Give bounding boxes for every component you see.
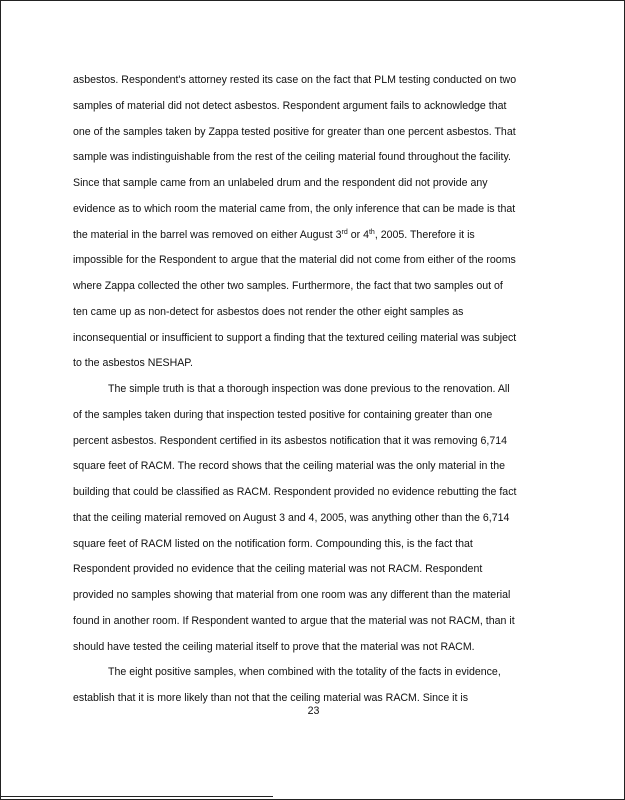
text-line: establish that it is more likely than not that the ceiling material was RACM. Since it is <box>73 692 469 704</box>
text-line: Since that sample came from an unlabeled drum and the respondent did not provide any <box>73 177 488 189</box>
ordinal-suffix: th <box>368 228 375 236</box>
text-line <box>73 223 555 249</box>
text-line: of the samples taken during that inspection tested positive for containing greater than one <box>73 408 493 421</box>
text-line: square feet of RACM listed on the notification form. Compounding this, is the fact that <box>73 537 473 550</box>
text-line: provided no samples showing that material from one room was any different than the material <box>73 589 511 601</box>
text-line: building that could be classified as RACM. Respondent provided no evidence rebutting the fact <box>73 486 517 498</box>
text-line: that the ceiling material removed on August 3 and 4, 2005, was anything other than the 6,714 <box>73 511 510 524</box>
text-line: The eight positive samples, when combined with the totality of the facts in evidence, <box>108 666 501 679</box>
text-line: percent asbestos. Respondent certified in its asbestos notification that it was removing 6,714 <box>73 434 507 447</box>
text-line: sample was indistinguishable from the rest of the ceiling material found throughout the facility. <box>73 151 511 164</box>
text-line: found in another room. If Respondent wanted to argue that the material was not RACM, than it <box>73 614 515 627</box>
text-segment: the material in the barrel was removed on either August 3 <box>73 228 342 241</box>
text-line: The simple truth is that a thorough inspection was done previous to the renovation. All <box>108 383 510 395</box>
text-segment: , 2005. Therefore it is <box>374 228 475 241</box>
text-line: ten came up as non-detect for asbestos does not render the other eight samples as <box>73 305 464 318</box>
paragraph-2 <box>73 377 555 660</box>
body-text <box>73 68 555 712</box>
text-line: to the asbestos NESHAP. <box>73 357 193 370</box>
paragraph-1 <box>73 68 555 377</box>
page-number: 23 <box>307 705 320 717</box>
footnote-separator <box>1 796 273 797</box>
text-line: inconsequential or insufficient to support a finding that the textured ceiling material was subject <box>73 331 517 344</box>
text-line: samples of material did not detect asbestos. Respondent argument fails to acknowledge that <box>73 99 507 112</box>
text-segment: or 4 <box>347 228 369 241</box>
text-line: one of the samples taken by Zappa tested positive for greater than one percent asbestos. That <box>73 125 516 138</box>
ordinal-suffix: rd <box>341 228 348 236</box>
text-line: square feet of RACM. The record shows that the ceiling material was the only material in the <box>73 460 506 473</box>
text-line: Respondent provided no evidence that the ceiling material was not RACM. Respondent <box>73 563 483 576</box>
text-line: should have tested the ceiling material itself to prove that the material was not RACM. <box>73 640 475 653</box>
text-line: where Zappa collected the other two samples. Furthermore, the fact that two samples out of <box>73 280 503 292</box>
text-line: evidence as to which room the material came from, the only inference that can be made is that <box>73 202 516 215</box>
text-line: asbestos. Respondent's attorney rested its case on the fact that PLM testing conducted on two <box>73 74 517 86</box>
text-line: impossible for the Respondent to argue that the material did not come from either of the rooms <box>73 254 516 267</box>
